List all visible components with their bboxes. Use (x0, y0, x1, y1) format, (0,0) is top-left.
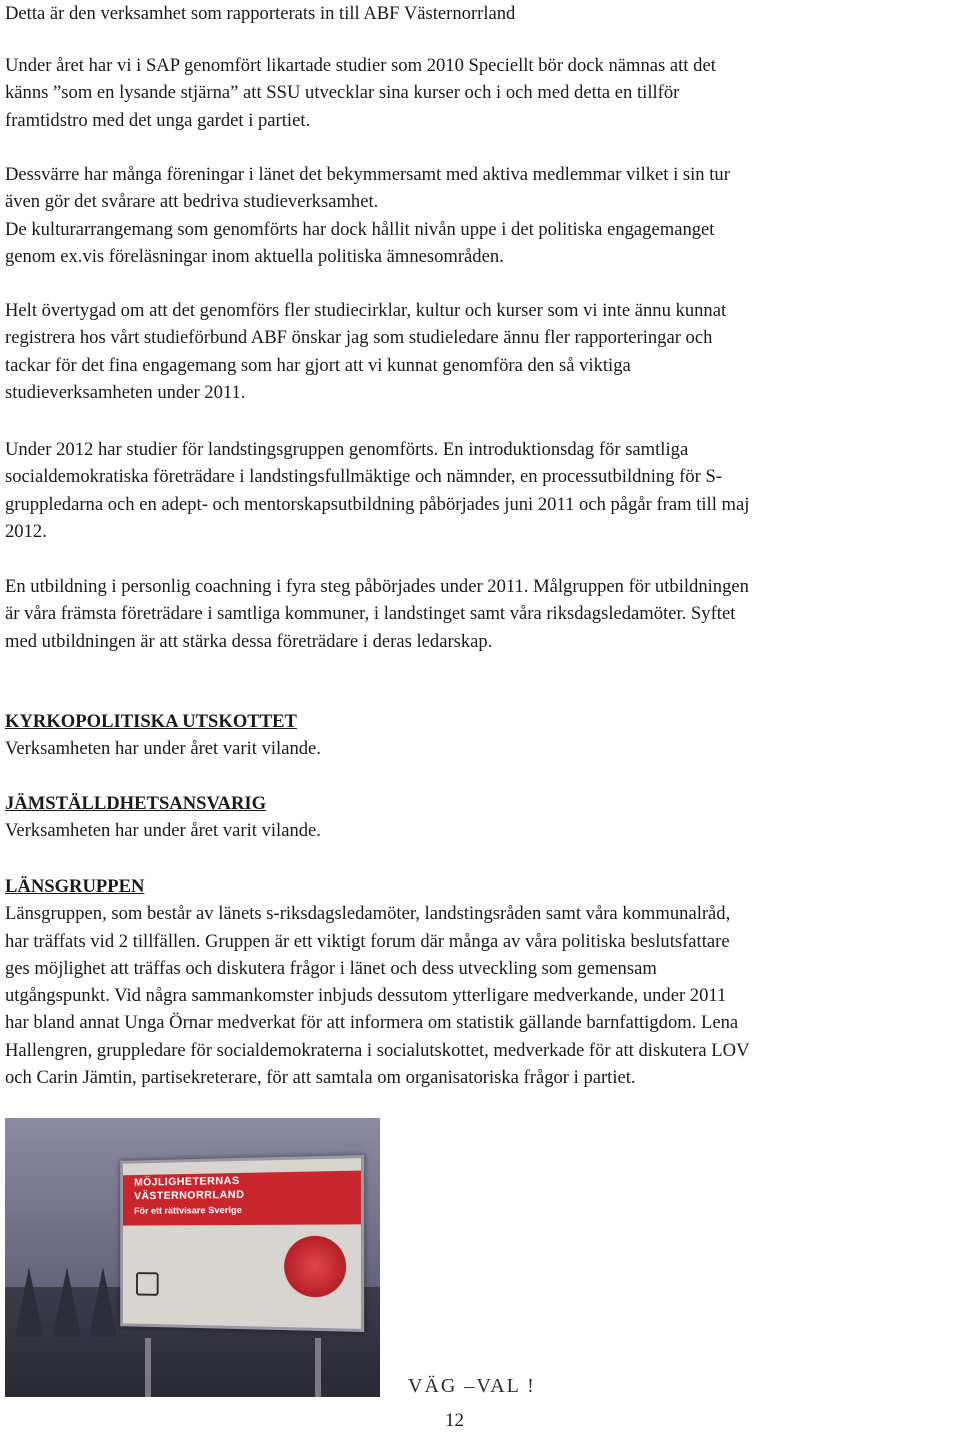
paragraph (5, 161, 957, 270)
billboard-post-left (145, 1338, 151, 1397)
text-line: Länsgruppen, som består av länets s-riksdagsledamöter, landstingsråden samt våra kommunalråd, (5, 903, 731, 925)
text-line: känns ”som en lysande stjärna” att SSU utvecklar sina kurser och i och med detta en tillför (5, 82, 680, 104)
section-block (5, 708, 957, 763)
section-block (5, 790, 957, 845)
red-rose-logo-icon (284, 1236, 346, 1298)
text-line: De kulturarrangemang som genomförts har dock hållit nivån uppe i det politiska engagemanget (5, 218, 715, 240)
section-heading: LÄNSGRUPPEN (5, 876, 145, 897)
paragraph (5, 297, 957, 406)
page-number: 12 (445, 1410, 464, 1431)
text-line: tackar för det fina engagemang som har gjort att vi kunnat genomföra den så viktiga (5, 354, 631, 376)
billboard-text-line3: För ett rättvisare Sverige (134, 1204, 242, 1217)
tree-shape (53, 1267, 81, 1337)
text-line: har träffats vid 2 tillfällen. Gruppen är ett viktigt forum där många av våra politiska beslutsfattare (5, 930, 730, 952)
paragraph (5, 436, 957, 545)
tree-shape (15, 1267, 43, 1337)
text-line: har bland annat Unga Örnar medverkat för att informera om statistik gällande barnfattigdom. Lena (5, 1012, 739, 1034)
text-line: och Carin Jämtin, partisekreterare, för att samtala om organisatoriska frågor i partiet. (5, 1067, 636, 1089)
logo-square-icon (136, 1272, 159, 1296)
tree-shape (89, 1267, 117, 1337)
text-line: Under året har vi i SAP genomfört likartade studier som 2010 Speciellt bör dock nämnas att det (5, 55, 716, 76)
text-line: Helt övertygad om att det genomförs fler studiecirklar, kultur och kurser som vi inte ännu kunnat (5, 300, 727, 321)
text-line: En utbildning i personlig coachning i fyra steg påbörjades under 2011. Målgruppen för utbildningen (5, 576, 749, 597)
paragraph (5, 573, 957, 655)
text-line: är våra främsta företrädare i samtliga kommuner, i landstinget samt våra riksdagsledamöter. Syftet (5, 603, 736, 625)
section-block (5, 873, 957, 1091)
text-line: utgångspunkt. Vid några sammankomster inbjuds dessutom ytterligare medverkande, under 2011 (5, 985, 727, 1007)
billboard-post-right (315, 1338, 321, 1397)
text-line: ges möjlighet att träffas och diskutera frågor i länet och dess utveckling som gemensam (5, 957, 657, 979)
text-line: socialdemokratiska företrädare i landstingsfullmäktige och nämnder, en processutbildning för S- (5, 466, 722, 488)
text-line: även gör det svårare att bedriva studieverksamhet. (5, 191, 379, 213)
text-line: Under 2012 har studier för landstingsgruppen genomförts. En introduktionsdag för samtliga (5, 439, 689, 460)
text-line: framtidstro med det unga gardet i partiet. (5, 109, 311, 131)
billboard-text-line2: VÄSTERNORRLAND (134, 1188, 245, 1203)
text-line: Dessvärre har många föreningar i länet det bekymmersamt med aktiva medlemmar vilket i sin tur (5, 164, 730, 185)
text-line: genom ex.vis föreläsningar inom aktuella politiska ämnesområden. (5, 245, 504, 267)
section-heading: KYRKOPOLITISKA UTSKOTTET (5, 711, 297, 732)
text-line: Hallengren, gruppledare för socialdemokraterna i socialutskottet, medverkade för att diskutera LOV (5, 1039, 750, 1061)
paragraph (5, 52, 957, 134)
billboard-text-line1: MÖJLIGHETERNAS (134, 1174, 240, 1189)
text-line: Detta är den verksamhet som rapporterats in till ABF Västernorrland (5, 3, 516, 24)
text-line: registrera hos vårt studieförbund ABF önskar jag som studieledare ännu fler rapporteringar och (5, 327, 713, 349)
text-line: gruppledarna och en adept- och mentorskapsutbildning påbörjades juni 2011 och pågår fram till maj (5, 493, 750, 515)
text-line: med utbildningen är att stärka dessa företrädare i deras ledarskap. (5, 630, 493, 652)
text-line: Verksamheten har under året varit vilande. (5, 820, 321, 842)
billboard-photo (5, 1118, 380, 1397)
paragraph (5, 0, 957, 27)
section-heading: JÄMSTÄLLDHETSANSVARIG (5, 793, 267, 814)
photo-caption: VÄG –VAL ! (408, 1375, 536, 1397)
text-line: studieverksamheten under 2011. (5, 381, 246, 403)
billboard (120, 1155, 364, 1332)
text-line: 2012. (5, 520, 47, 542)
text-line: Verksamheten har under året varit vilande. (5, 738, 321, 760)
